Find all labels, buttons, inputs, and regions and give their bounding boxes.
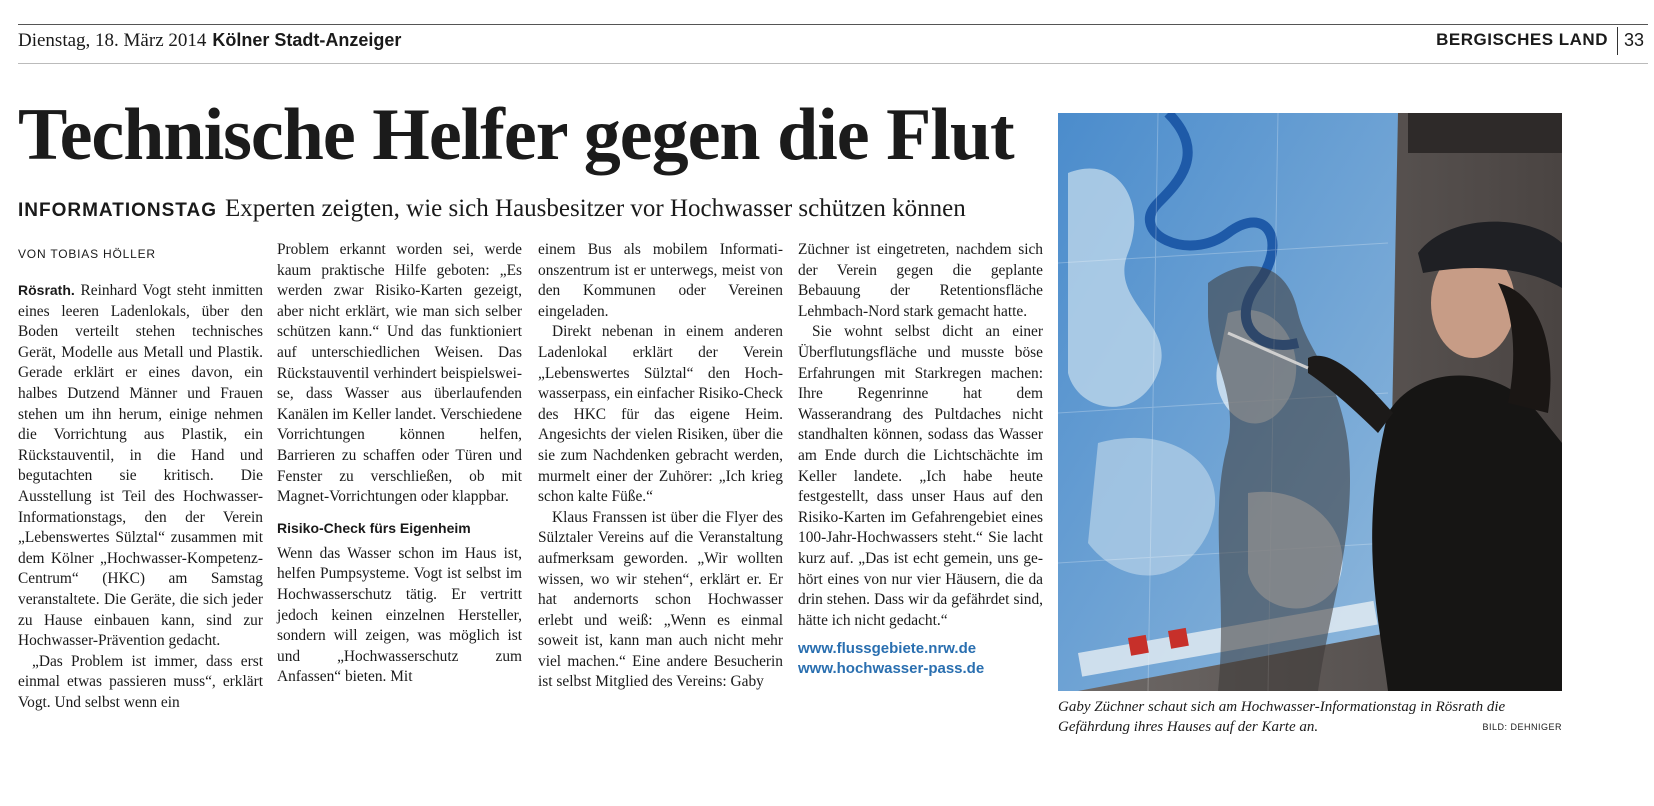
paragraph: einem Bus als mobilem Informationszentrum ist er unterwegs, meist von den Kommunen oder Vereinen eingeladen.: [538, 241, 783, 320]
column-2: [277, 240, 522, 688]
paragraph: Züchner ist eingetreten, nachdem sich der Verein gegen die geplante Bebauung der Retentionsfläche Lehmbach-Nord stark gemacht hatte.: [798, 241, 1043, 320]
subline: [18, 196, 966, 221]
paragraph: Wenn das Wasser schon im Haus ist, helfen Pumpsysteme. Vogt ist selbst im Hochwasserschutz tätig. Er vertritt jedoch keinen einzelnen Hersteller, sondern will zeigen, was möglich ist und „Hochwasserschutz zum Anfassen“ bieten. Mit: [277, 544, 522, 686]
woman-body: [1372, 376, 1562, 692]
section-name: BERGISCHES LAND: [1436, 30, 1608, 49]
pdf-icon: [1128, 635, 1149, 656]
ceiling-shadow: [1408, 113, 1562, 153]
byline: VON TOBIAS HÖLLER: [18, 247, 156, 261]
subheading: Risiko-Check fürs Eigenheim: [277, 519, 471, 536]
article-photo: [1058, 113, 1562, 691]
paragraph: Klaus Franssen ist über die Flyer des Sülztaler Vereins auf die Veranstaltung aufmerksam geworden. „Wir wollten wissen, wo wir stehen“, erklärt er. Er hat andernorts schon Hochwasser erlebt und weiß: „Wenn es einmal soweit ist, kann man auch nicht mehr viel machen.“ Eine andere Besucherin ist selbst Mitglied des Vereins: Gaby: [538, 508, 783, 691]
deck: Experten zeigten, wie sich Hausbesitzer vor Hochwasser schützen können: [225, 195, 966, 222]
headline: Technische Helfer gegen die Flut: [18, 94, 1014, 176]
header-divider: [1617, 27, 1618, 55]
column-1: [18, 240, 263, 713]
link-flussgebiete[interactable]: www.flussgebiete.nrw.de: [798, 640, 977, 658]
photo-credit: BILD: DEHNIGER: [1482, 722, 1562, 732]
dateline: Rösrath.: [18, 282, 75, 298]
page-header: [18, 24, 1648, 53]
paragraph: Problem erkannt worden sei, werde kaum praktische Hilfe geboten: „Es werden zwar Risiko-Karten gezeigt, aber nicht erklärt, wie man sich selber schützen kann.“ Und das funktioniert auf unterschiedlichen Weisen. Das Rückstauventil verhindert beispielsweise, dass Wasser aus überlaufenden Kanälen im Keller landet. Verschiedene Vorrichtungen können helfen, Barrieren zu schaffen oder Türen und Fenster zu verschließen, ob mit Magnet-Vorrichtungen oder klappbar.: [277, 241, 522, 506]
header-rule: [18, 63, 1648, 64]
newspaper-name: Kölner Stadt-Anzeiger: [212, 30, 402, 50]
pdf-icon: [1168, 628, 1189, 649]
web-links: [798, 639, 1043, 679]
photo-illustration: [1058, 113, 1562, 691]
paragraph-text: Reinhard Vogt steht inmitten eines leeren Ladenlokals, über den Boden verteilt stehen technisches Gerät, Modelle aus Metall und Plastik. Gerade erklärt er eines davon, ein halbes Dutzend Männer und Frauen stehen um ihn herum, einige nehmen die Vorrichtung aus Plastik, ein Rückstauventil, in die Hand und begutachten sie kritisch. Die Ausstellung ist Teil des Hochwasser-Informationstags, den der Verein „Lebenswertes Sülztal“ zusammen mit dem Kölner „Hochwasser-Kompetenz-Centrum“ (HKC) am Samstag veranstaltete. Die Geräte, die sich jeder zu Hause einbauen kann, sind zur Hochwasser-Prävention gedacht.: [18, 282, 263, 650]
issue-date: Dienstag, 18. März 2014: [18, 30, 207, 51]
link-hochwasser-pass[interactable]: www.hochwasser-pass.de: [798, 660, 985, 678]
paragraph: Direkt nebenan in einem anderen Ladenlokal erklärt der Verein „Lebenswertes Sülztal“ den Hochwasserpass, ein einfacher Risiko-Check des HKC für das eigene Heim. Angesichts der vielen Risiken, über die sie zum Nachdenken gebracht werden, murmelt einer der Zuhörer: „Ich krieg schon kalte Füße.“: [538, 323, 783, 506]
paragraph: Sie wohnt selbst dicht an einer Überflutungsfläche und musste böse Erfahrungen mit Starkregen machen: Ihre Regenrinne hat dem Wasserandrang des Pultdaches nicht standhalten können, sodass das Wasser am Ende durch die Lichtschächte im Keller landete. „Ich habe heute festgestellt, dass unser Haus auf den Risiko-Karten im Gefahrengebiet eines 100-Jahr-Hochwassers steht.“ Sie lacht kurz auf. „Das ist echt gemein, uns gehört eines von nur vier Häusern, die da drin stehen. Dass wir da gefährdet sind, hätte ich nicht gedacht.“: [798, 323, 1043, 629]
paragraph: „Das Problem ist immer, dass erst einmal etwas passieren muss“, erklärt Vogt. Und selbst wenn ein: [18, 652, 263, 711]
photo-caption: Gaby Züchner schaut sich am Hochwasser-Informationstag in Rösrath die Gefährdung ihres Hauses auf der Karte an.: [1058, 699, 1506, 735]
page-number: 33: [1623, 30, 1644, 50]
kicker: INFORMATIONSTAG: [18, 200, 217, 221]
column-3: [538, 240, 783, 693]
column-4: [798, 240, 1043, 679]
paragraph: [18, 280, 263, 652]
header-left: [18, 30, 401, 52]
